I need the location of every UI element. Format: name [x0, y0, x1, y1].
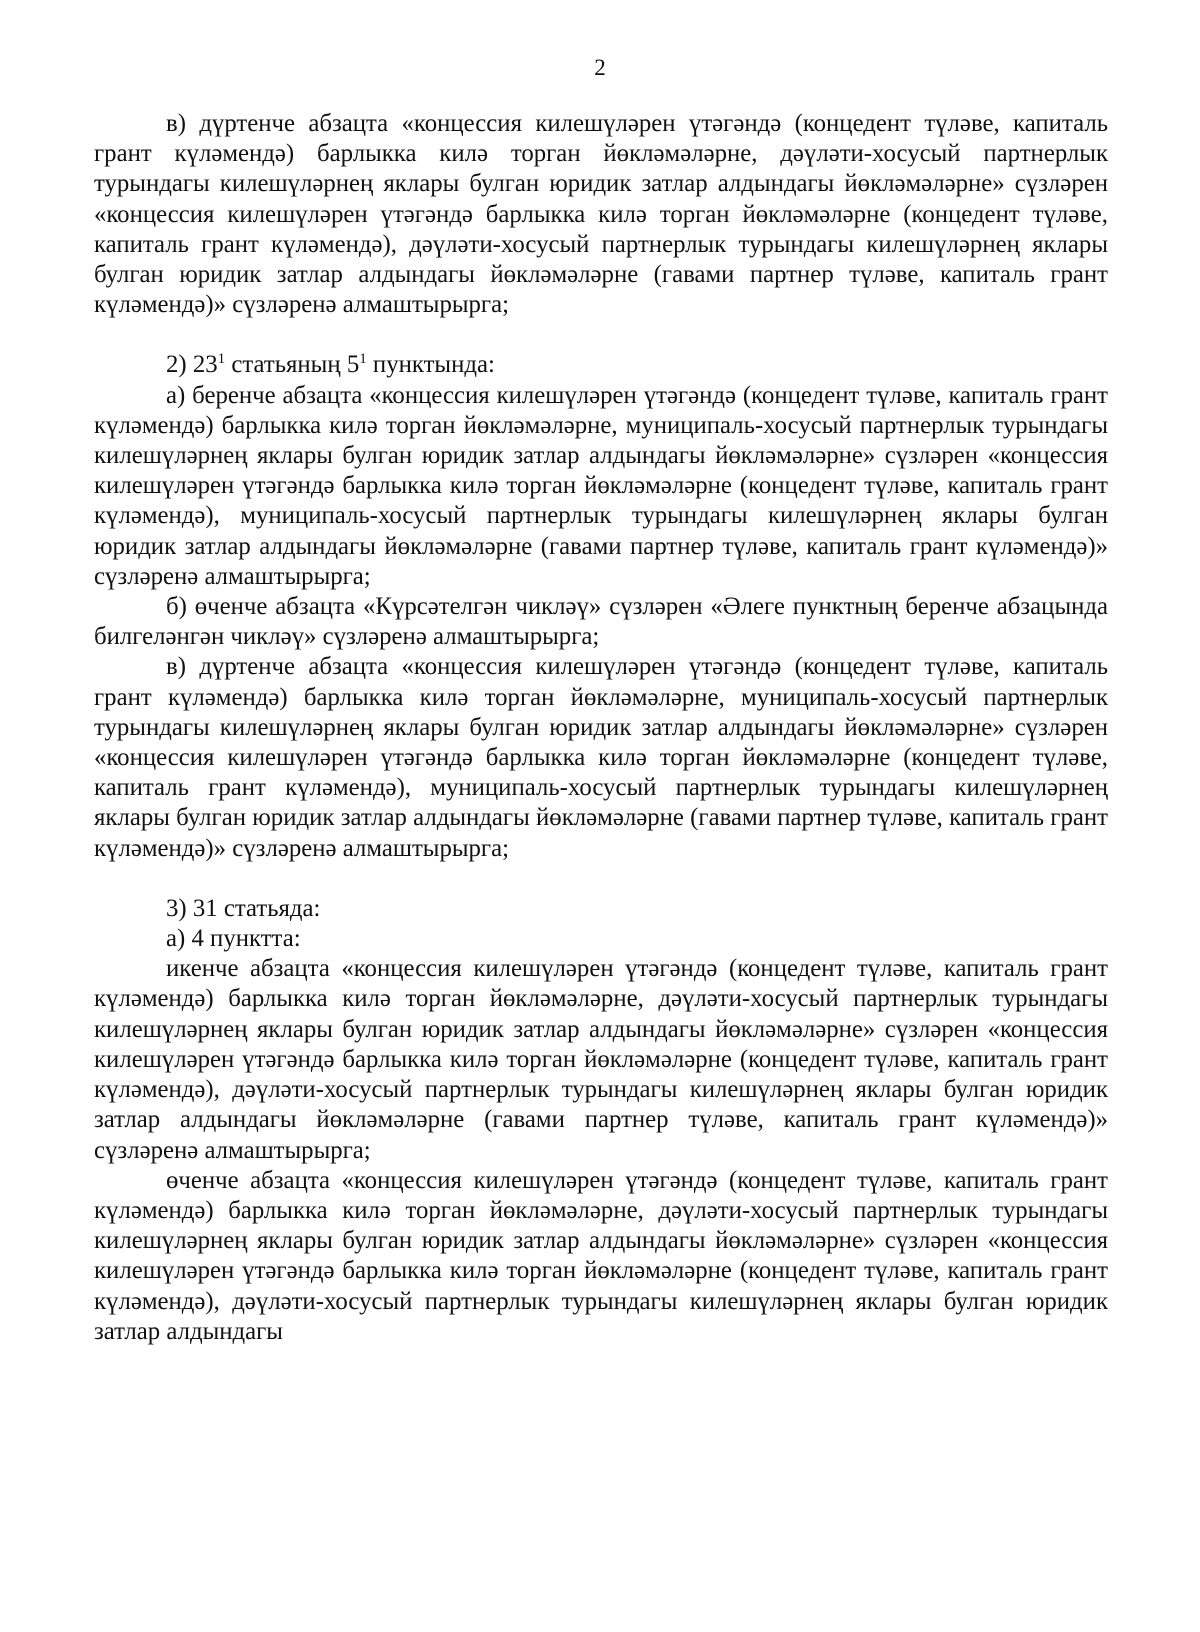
- paragraph-v-fourth-abzac: в) дүртенче абзацта «концессия килешүләрен үтәгәндә (концедент түләве, капиталь грант күләмендә) барлыкка килә торган йөкләмәләрне, дәүләти-хосусый партнерлык турындагы килешүләрнең яклары булган юридик затлар алдындагы йөкләмәләрне» сүзләрен «концессия килешүләрен үтәгәндә барлыкка килә торган йөкләмәләрне (концедент түләве, капиталь грант күләмендә), дәүләти-хосусый партнерлык турындагы килешүләрнең яклары булган юридик затлар алдындагы йөкләмәләрне (гавами партнер түләве, капиталь грант күләмендә)» сүзләренә алмаштырырга;: [94, 110, 1108, 319]
- item-2-suffix: пунктында:: [366, 351, 495, 379]
- paragraph-b-third-abzac: б) өченче абзацта «Күрсәтелгән чикләү» сүзләрен «Әлеге пунктның беренче абзацында билгеләнгән чикләү» сүзләренә алмаштырырга;: [94, 593, 1108, 651]
- item-2-heading: [94, 350, 1108, 380]
- paragraph-v-fourth-abzac-municipal: в) дүртенче абзацта «концессия килешүләрен үтәгәндә (концедент түләве, капиталь грант күләмендә) барлыкка килә торган йөкләмәләрне, муниципаль-хосусый партнерлык турындагы килешүләрнең яклары булган юридик затлар алдындагы йөкләмәләрне» сүзләрен «концессия килешүләрен үтәгәндә барлыкка килә торган йөкләмәләрне (концедент түләве, капиталь грант күләмендә), муниципаль-хосусый партнерлык турындагы килешүләрнең яклары булган юридик затлар алдындагы йөкләмәләрне (гавами партнер түләве, капиталь грант күләмендә)» сүзләренә алмаштырырга;: [94, 653, 1108, 862]
- paragraph-a-first-abzac: а) беренче абзацта «концессия килешүләрен үтәгәндә (концедент түләве, капиталь грант күләмендә) барлыкка килә торган йөкләмәләрне, муниципаль-хосусый партнерлык турындагы килешүләрнең яклары булган юридик затлар алдындагы йөкләмәләрне» сүзләрен «концессия килешүләрен үтәгәндә барлыкка килә торган йөкләмәләрне (концедент түләве, капиталь грант күләмендә), муниципаль-хосусый партнерлык турындагы килешүләрнең яклары булган юридик затлар алдындагы йөкләмәләрне (гавами партнер түләве, капиталь грант күләмендә)» сүзләренә алмаштырырга;: [94, 381, 1108, 590]
- item-2-middle: статьяның 5: [225, 351, 360, 379]
- paragraph-second-abzac: икенче абзацта «концессия килешүләрен үтәгәндә (концедент түләве, капиталь грант күләмендә) барлыкка килә торган йөкләмәләрне, дәүләти-хосусый партнерлык турындагы килешүләрнең яклары булган юридик затлар алдындагы йөкләмәләрне» сүзләрен «концессия килешүләрен үтәгәндә барлыкка килә торган йөкләмәләрне (концедент түләве, капиталь грант күләмендә), дәүләти-хосусый партнерлык турындагы килешүләрнең яклары булган юридик затлар алдындагы йөкләмәләрне (гавами партнер түләве, капиталь грант күләмендә)» сүзләренә алмаштырырга;: [94, 955, 1108, 1164]
- page-number: 2: [594, 55, 606, 80]
- item-2-prefix: 2) 23: [166, 351, 218, 379]
- document-body: [94, 109, 1108, 1347]
- item-2-superscript-point: 1: [359, 351, 367, 368]
- paragraph-third-abzac: өченче абзацта «концессия килешүләрен үтәгәндә (концедент түләве, капиталь грант күләмендә) барлыкка килә торган йөкләмәләрне, дәүләти-хосусый партнерлык турындагы килешүләрнең яклары булган юридик затлар алдындагы йөкләмәләрне» сүзләрен «концессия килешүләрен үтәгәндә барлыкка килә торган йөкләмәләрне (концедент түләве, капиталь грант күләмендә), дәүләти-хосусый партнерлык турындагы килешүләрнең яклары булган юридик затлар алдындагы: [94, 1166, 1108, 1345]
- item-2-superscript-article: 1: [217, 351, 226, 368]
- item-3-heading: 3) 31 статьяда:: [166, 894, 321, 922]
- sub-item-a-point-4: а) 4 пунктта:: [166, 925, 301, 953]
